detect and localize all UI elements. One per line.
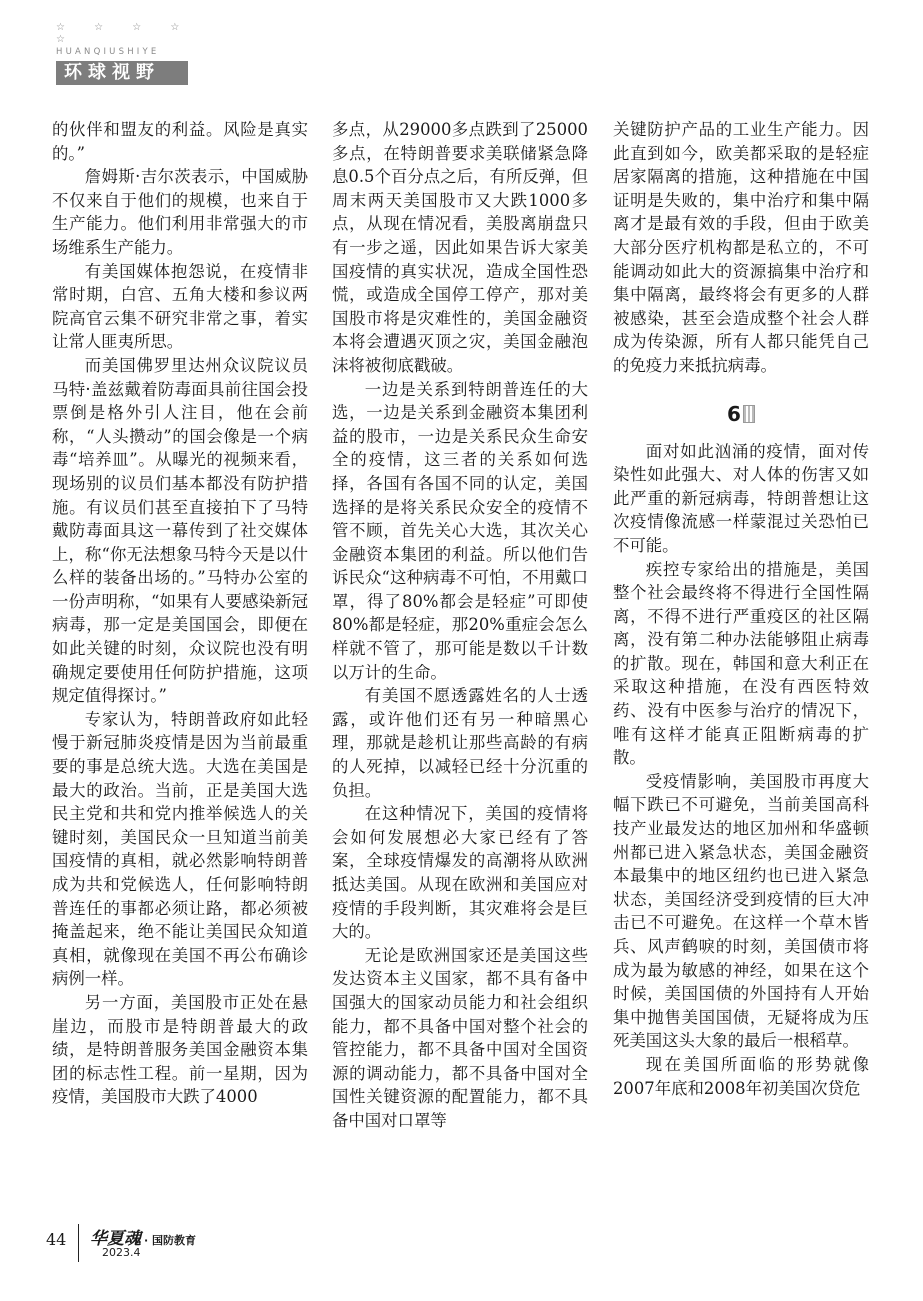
paragraph: 另一方面，美国股市正处在悬崖边，而股市是特朗普最大的政绩，是特朗普服务美国金融资本集团的标志性工程。前一星期，因为疫情，美国股市大跌了4000 — [52, 992, 308, 1107]
paragraph: 面对如此汹涌的疫情，面对传染性如此强大、对人体的伤害又如此严重的新冠病毒，特朗普想让这次疫情像流感一样蒙混过关恐怕已不可能。 — [613, 441, 869, 555]
magazine-logo: 华夏魂 — [90, 1229, 141, 1249]
page-number: 44 — [46, 1230, 67, 1249]
section-title: 环球视野 — [56, 61, 188, 85]
paragraph: 詹姆斯·吉尔茨表示，中国威胁不仅来自于他们的规模，也来自于生产能力。他们利用非常强大的市场维系生产能力。 — [52, 167, 308, 257]
issue-date: 2023.4 — [102, 1246, 141, 1259]
paragraph: 专家认为，特朗普政府如此轻慢于新冠肺炎疫情是因为当前最重要的事是总统大选。大选在美国是最大的政治。当前，正是美国大选民主党和共和党内推举候选人的关键时刻，美国民众一旦知道当前美国疫情的真相，就必然影响特朗普成为共和党候选人，任何影响特朗普连任的事都必须让路，都必须被掩盖起来，绝不能让美国民众知道真相，就像现在美国不再公布确诊病例一样。 — [52, 709, 308, 989]
paragraph: 现在美国所面临的形势就像2007年底和2008年初美国次贷危 — [613, 1054, 869, 1098]
paragraph: 一边是关系到特朗普连任的大选，一边是关系到金融资本集团利益的股市，一边是关系民众生命安全的疫情，这三者的关系如何选择，各国有各国不同的认定，美国选择的是将关系民众安全的疫情不管不顾，首先关心大选，其次关心金融资本集团的利益。所以他们告诉民众“这种病毒不可怕，不用戴口罩，得了80%都会是轻症”可即使80%都是轻症，那20%重症会怎么样就不管了，那可能是数以千计数以万计的生命。 — [332, 379, 588, 682]
paragraph: 多点，从29000多点跌到了25000多点，在特朗普要求美联储紧急降息0.5个百分点之后，有所反弹，但周末两天美国股市又大跌1000多点，从现在情况看，美股离崩盘只有一步之遥，因此如果告诉大家美国疫情的真实状况，造成全国性恐慌，或造成全国停工停产，那对美国股市将是灾难性的，美国金融资本将会遭遇灭顶之灾，美国金融泡沫将被彻底戳破。 — [332, 120, 588, 375]
magazine-subtitle: · 国防教育 — [144, 1234, 197, 1247]
section-number-heading — [613, 402, 869, 426]
section-marker-icon — [743, 405, 755, 423]
paragraph: 有美国媒体抱怨说，在疫情非常时期，白宫、五角大楼和参议两院高官云集不研究非常之事，着实让常人匪夷所思。 — [52, 261, 308, 352]
paragraph: 关键防护产品的工业生产能力。因此直到如今，欧美都采取的是轻症居家隔离的措施，这种措施在中国证明是失败的，集中治疗和集中隔离才是最有效的手段，但由于欧美大部分医疗机构都是私立的，不可能调动如此大的资源搞集中治疗和集中隔离，最终将会有更多的人群被感染，甚至会造成整个社会人群成为传染源，所有人都只能凭自己的免疫力来抵抗病毒。 — [613, 120, 869, 375]
column-3 — [613, 118, 869, 1100]
paragraph: 的伙伴和盟友的利益。风险是真实的。” — [52, 120, 308, 163]
column-2 — [332, 118, 588, 1133]
column-1 — [52, 118, 308, 1109]
paragraph: 而美国佛罗里达州众议院议员马特·盖兹戴着防毒面具前往国会投票倒是格外引人注目，他在会前称，“人头攒动”的国会像是一个病毒“培养皿”。从曝光的视频来看，现场别的议员们基本都没有防护措施。有议员们甚至直接拍下了马特戴防毒面具这一幕传到了社交媒体上，称“你无法想象马特今天是以什么样的装备出场的。”马特办公室的一份声明称，“如果有人要感染新冠病毒，那一定是美国国会，即便在如此关键的时刻，众议院也没有明确规定要使用任何防护措施，这项规定值得探讨。” — [52, 355, 308, 706]
paragraph: 在这种情况下，美国的疫情将会如何发展想必大家已经有了答案，全球疫情爆发的高潮将从欧洲抵达美国。从现在欧洲和美国应对疫情的手段判断，其灾难将会是巨大的。 — [332, 804, 588, 942]
section-header — [56, 22, 196, 82]
star-row: ☆ ☆ ☆ ☆ ☆ — [56, 22, 193, 45]
footer-divider — [78, 1224, 79, 1262]
paragraph: 受疫情影响，美国股市再度大幅下跌已不可避免，当前美国高科技产业最发达的地区加州和华盛顿州都已进入紧急状态，美国金融资本最集中的地区纽约也已进入紧急状态，美国经济受到疫情的巨大冲击已不可避免。在这样一个草木皆兵、风声鹤唳的时刻，美国债市将成为最为敏感的神经，如果在这个时候，美国国债的外国持有人开始集中抛售美国国债，无疑将成为压死美国这头大象的最后一根稻草。 — [613, 771, 869, 1051]
section-number: 6 — [727, 401, 741, 426]
paragraph: 有美国不愿透露姓名的人士透露，或许他们还有另一种暗黑心理，那就是趁机让那些高龄的有病的人死掉，以减轻已经十分沉重的负担。 — [332, 686, 588, 800]
section-pinyin: HUANQIUSHIYE — [56, 47, 160, 57]
paragraph: 无论是欧洲国家还是美国这些发达资本主义国家，都不具有备中国强大的国家动员能力和社会组织能力，都不具备中国对整个社会的管控能力，都不具备中国对全国资源的调动能力，都不具备中国对全国性关键资源的配置能力，都不具备中国对口罩等 — [332, 945, 588, 1130]
paragraph: 疾控专家给出的措施是，美国整个社会最终将不得进行全国性隔离，不得不进行严重疫区的社区隔离，没有第二种办法能够阻止病毒的扩散。现在，韩国和意大利正在采取这种措施，在没有西医特效药、没有中医参与治疗的情况下，唯有这样才能真正阻断病毒的扩散。 — [613, 559, 869, 768]
